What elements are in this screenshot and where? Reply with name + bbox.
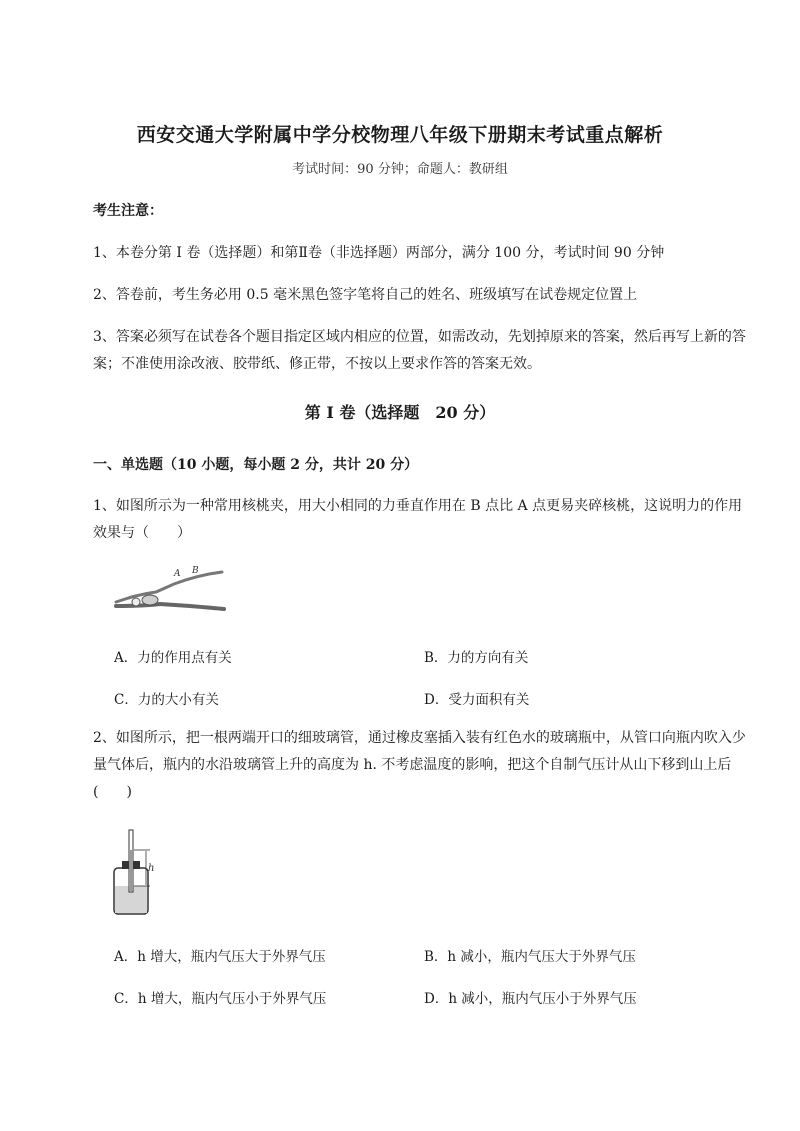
nutcracker-figure xyxy=(110,562,230,614)
question-stem: 1、如图所示为一种常用核桃夹，用大小相同的力垂直作用在 B 点比 A 点更易夹碎核桃，这说明力的作用效果与（ ） xyxy=(93,498,743,541)
option-d[interactable]: D．受力面积有关 xyxy=(424,692,530,708)
barometer-bottle-figure xyxy=(110,828,165,918)
figure-label-a: A xyxy=(174,569,181,579)
notice-heading: 考生注意： xyxy=(93,203,163,219)
notice-item: 3、答案必须写在试卷各个题目指定区域内相应的位置，如需改动，先划掉原来的答案，然后再写上新的答案；不准使用涂改液、胶带纸、修正带，不按以上要求作答的答案无效。 xyxy=(93,329,746,372)
option-c[interactable]: C．h 增大，瓶内气压小于外界气压 xyxy=(114,991,327,1007)
section-title: 第 I 卷（选择题 20 分） xyxy=(304,403,496,422)
option-b[interactable]: B．h 减小，瓶内气压大于外界气压 xyxy=(424,949,636,965)
question-stem: 2、如图所示，把一根两端开口的细玻璃管，通过橡皮塞插入装有红色水的玻璃瓶中，从管口向瓶内吹入少量气体后，瓶内的水沿玻璃管上升的高度为 h. 不考虑温度的影响，把这个自制气压计从山下移到山上后( ) xyxy=(93,730,746,800)
option-a[interactable]: A．h 增大，瓶内气压大于外界气压 xyxy=(114,949,326,965)
exam-info: 考试时间：90 分钟；命题人：教研组 xyxy=(292,162,508,177)
page-title: 西安交通大学附属中学分校物理八年级下册期末考试重点解析 xyxy=(136,124,664,146)
figure-label-h: h xyxy=(148,863,155,874)
option-d[interactable]: D．h 减小，瓶内气压小于外界气压 xyxy=(424,991,637,1007)
part-heading: 一、单选题（10 小题，每小题 2 分，共计 20 分） xyxy=(93,457,419,473)
notice-item: 1、本卷分第 I 卷（选择题）和第Ⅱ卷（非选择题）两部分，满分 100 分，考试时间 90 分钟 xyxy=(93,245,665,261)
option-a[interactable]: A．力的作用点有关 xyxy=(114,650,232,666)
option-b[interactable]: B．力的方向有关 xyxy=(424,650,529,666)
notice-item: 2、答卷前，考生务必用 0.5 毫米黑色签字笔将自己的姓名、班级填写在试卷规定位置上 xyxy=(93,287,638,303)
figure-label-b: B xyxy=(192,566,199,576)
option-c[interactable]: C．力的大小有关 xyxy=(114,692,219,708)
